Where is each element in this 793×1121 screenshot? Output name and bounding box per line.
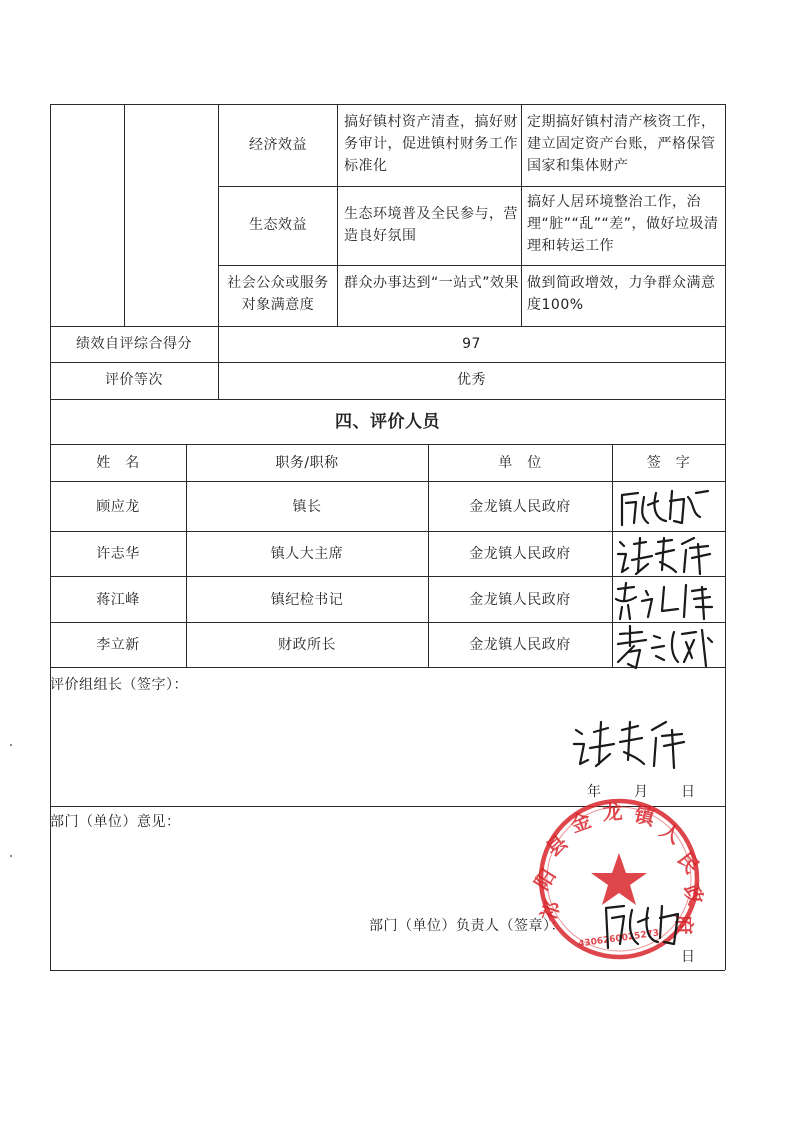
leader-month: 月	[634, 784, 649, 800]
handwritten-signature	[612, 622, 724, 670]
evaluator-name: 蒋江峰	[96, 592, 140, 608]
handwritten-signature	[570, 716, 690, 772]
handwritten-signature	[612, 532, 724, 578]
svg-text:人: 人	[655, 817, 686, 849]
grade-value: 优秀	[457, 372, 486, 388]
leader-year: 年	[587, 784, 602, 800]
evaluator-unit: 金龙镇人民政府	[469, 546, 571, 562]
svg-text:祁: 祁	[535, 897, 565, 925]
evaluator-name: 李立新	[96, 637, 140, 653]
section-title: 四、评价人员	[335, 412, 440, 432]
handwritten-signature	[598, 898, 688, 954]
leader-day: 日	[681, 784, 696, 800]
result-ecological: 搞好人居环境整治工作，治理“脏”“乱”“差”，做好垃圾清理和转运工作	[527, 194, 719, 254]
result-satisfaction: 做到简政增效，力争群众满意度100%	[527, 275, 716, 313]
target-satisfaction: 群众办事达到“一站式”效果	[344, 275, 520, 291]
evaluator-name: 许志华	[96, 546, 140, 562]
evaluator-title: 财政所长	[278, 637, 336, 653]
leader-label: 评价组组长（签字）：	[50, 677, 188, 693]
svg-text:阳: 阳	[529, 864, 561, 895]
evaluator-unit: 金龙镇人民政府	[469, 592, 571, 608]
score-label: 绩效自评综合得分	[76, 336, 192, 352]
department-responsible: 部门（单位）负责人（签章）：	[369, 918, 565, 934]
indicator-ecological: 生态效益	[249, 217, 307, 233]
svg-text:民: 民	[672, 847, 705, 878]
department-day: 日	[681, 949, 696, 965]
header-unit: 单 位	[498, 455, 542, 471]
evaluator-title: 镇纪检书记	[270, 592, 344, 608]
target-ecological: 生态环境普及全民参与，营造良好氛围	[344, 206, 518, 244]
handwritten-signature	[612, 483, 724, 531]
result-economic: 定期搞好镇村清产核资工作，建立固定资产台账，严格保管国家和集体财产	[527, 114, 716, 174]
evaluator-unit: 金龙镇人民政府	[469, 499, 571, 515]
header-signature: 签 字	[646, 455, 691, 471]
indicator-economic: 经济效益	[249, 137, 307, 153]
evaluator-unit: 金龙镇人民政府	[469, 637, 571, 653]
svg-text:县: 县	[541, 830, 572, 862]
svg-text:金: 金	[567, 807, 595, 838]
target-economic: 搞好镇村资产清查，搞好财务审计，促进镇村财务工作标准化	[344, 114, 518, 174]
svg-text:龙: 龙	[601, 799, 624, 825]
svg-text:府: 府	[671, 914, 697, 936]
score-value: 97	[462, 336, 481, 352]
department-label: 部门（单位）意见：	[50, 814, 181, 830]
svg-text:4306260025273: 4306260025273	[577, 928, 660, 950]
indicator-satisfaction: 社会公众或服务对象满意度	[227, 275, 329, 313]
evaluator-title: 镇人大主席	[270, 546, 344, 562]
header-title: 职务/职称	[275, 455, 339, 471]
evaluator-title: 镇长	[292, 499, 322, 515]
grade-label: 评价等次	[105, 372, 163, 388]
evaluator-name: 顾应龙	[96, 499, 140, 515]
scan-speck	[10, 744, 12, 746]
svg-text:政: 政	[678, 881, 709, 909]
scan-speck	[10, 855, 12, 857]
handwritten-signature	[612, 577, 724, 623]
svg-text:镇: 镇	[632, 802, 658, 831]
official-seal	[529, 795, 709, 963]
header-name: 姓 名	[96, 455, 140, 471]
